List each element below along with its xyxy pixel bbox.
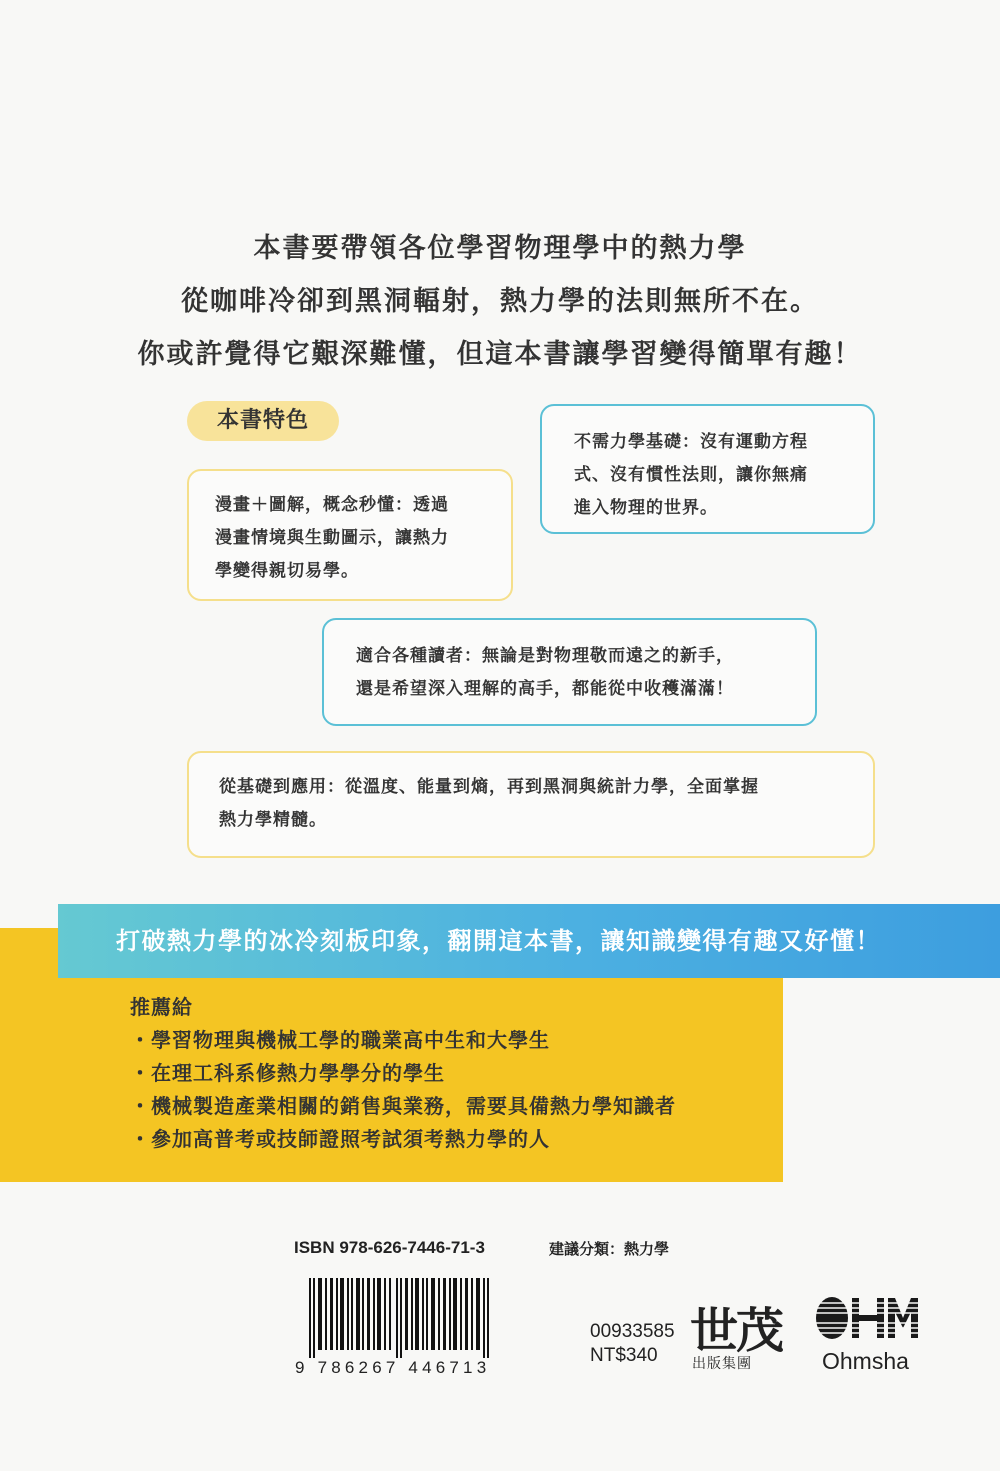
feature-line: 不需力學基礎：沒有運動方程 [574,432,808,452]
intro-line-3: 你或許覺得它艱深難懂，但這本書讓學習變得簡單有趣！ [137,339,863,370]
feature-box-no-mechanics [540,404,875,534]
price-block [590,1320,675,1368]
recommend-item: ・機械製造產業相關的銷售與業務，需要具備熱力學知識者 [130,1094,676,1118]
recommend-item: ・學習物理與機械工學的職業高中生和大學生 [130,1028,550,1052]
shimao-logo-subtitle: 出版集團 [692,1356,752,1372]
feature-line: 適合各種讀者：無論是對物理敬而遠之的新手， [356,646,734,666]
feature-line: 式、沒有慣性法則，讓你無痛 [574,465,808,485]
feature-line: 漫畫情境與生動圖示，讓熱力 [215,528,449,548]
features-label: 本書特色 [187,401,339,441]
feature-line: 還是希望深入理解的高手，都能從中收穫滿滿！ [356,679,734,699]
tagline-banner: 打破熱力學的冰冷刻板印象，翻開這本書，讓知識變得有趣又好懂！ [58,904,1000,978]
feature-box-all-readers [322,618,817,726]
feature-box-basics-to-application [187,751,875,858]
feature-box-comics [187,469,513,601]
recommend-title: 推薦給 [130,995,193,1019]
ohm-logo [815,1296,919,1350]
intro-text [0,222,1000,381]
recommend-item: ・參加高普考或技師證照考試須考熱力學的人 [130,1127,550,1151]
feature-line: 學變得親切易學。 [215,561,359,581]
price: NT$340 [590,1345,658,1366]
barcode [295,1278,505,1378]
product-code: 00933585 [590,1321,675,1342]
barcode-digits: 9 786267 446713 [295,1358,491,1377]
recommend-section [130,990,676,1156]
feature-line: 從基礎到應用：從溫度、能量到熵，再到黑洞與統計力學，全面掌握 [219,777,759,797]
ohmsha-wordmark: Ohmsha [822,1348,909,1374]
isbn-text: ISBN 978-626-7446-71-3 [294,1238,485,1257]
intro-line-1: 本書要帶領各位學習物理學中的熱力學 [253,233,747,264]
feature-line: 熱力學精髓。 [219,810,327,830]
barcode-bars [295,1278,505,1358]
shimao-logo: 世茂 [690,1303,783,1359]
feature-line: 進入物理的世界。 [574,498,718,518]
ohm-logo-mark [815,1296,919,1346]
feature-line: 漫畫＋圖解，概念秒懂：透過 [215,495,449,515]
recommend-item: ・在理工科系修熱力學學分的學生 [130,1061,445,1085]
intro-line-2: 從咖啡冷卻到黑洞輻射，熱力學的法則無所不在。 [181,286,819,317]
category-text: 建議分類：熱力學 [549,1240,670,1258]
